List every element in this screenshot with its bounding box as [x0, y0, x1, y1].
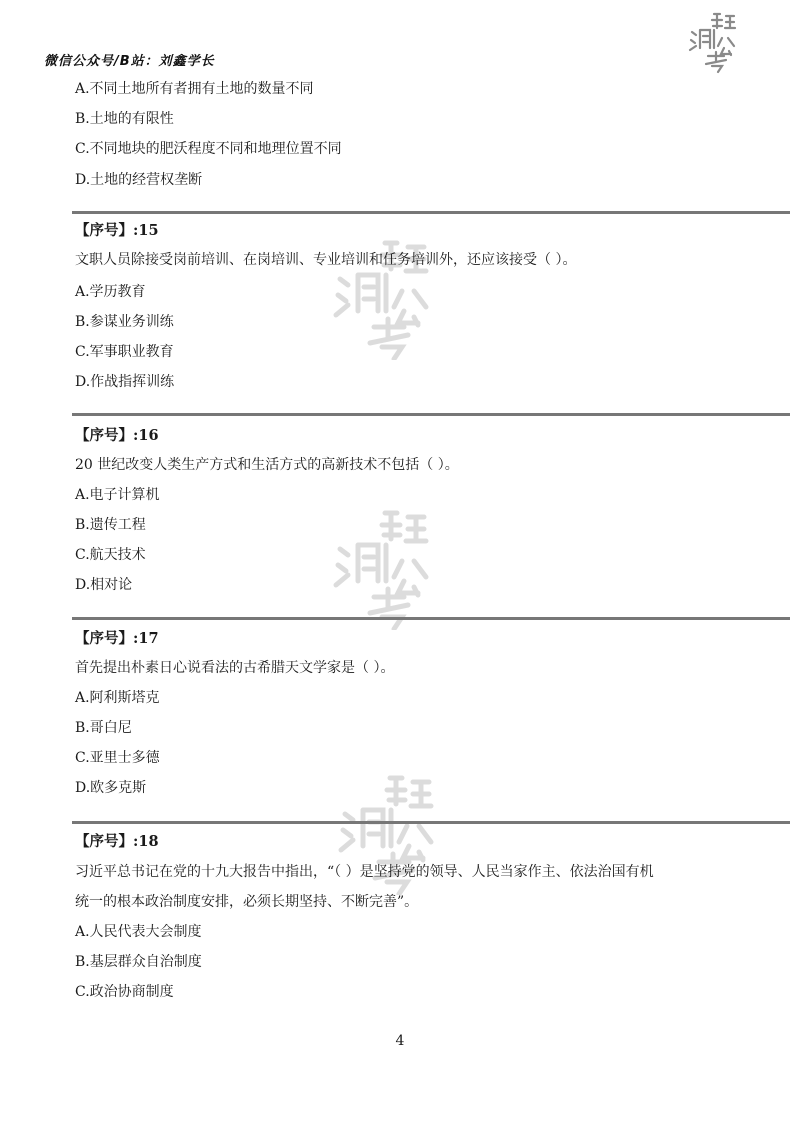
question-stem-line-2: 统一的根本政治制度安排，必须长期坚持、不断完善”。 — [75, 894, 419, 910]
option-c: C.亚里士多德 — [75, 750, 160, 766]
question-stem: 首先提出朴素日心说看法的古希腊天文学家是（ ）。 — [75, 660, 395, 676]
option-c: C.航天技术 — [75, 547, 146, 563]
option-d: D.欧多克斯 — [75, 780, 147, 796]
option-c: C.政治协商制度 — [75, 984, 174, 1000]
option-a: A.学历教育 — [75, 284, 146, 300]
question-number: 【序号】:15 — [75, 222, 159, 239]
option-a: A.人民代表大会制度 — [75, 924, 202, 940]
option-d: D.相对论 — [75, 577, 133, 593]
header-account-text: 微信公众号/B站：刘鑫学长 — [44, 54, 215, 69]
option-d: D.土地的经营权垄断 — [75, 172, 203, 188]
logo-stamp-icon — [684, 8, 746, 74]
option-a: A.不同土地所有者拥有土地的数量不同 — [75, 81, 314, 97]
option-b: B.遗传工程 — [75, 517, 146, 533]
option-c: C.不同地块的肥沃程度不同和地理位置不同 — [75, 141, 342, 157]
page-number: 4 — [395, 1033, 405, 1049]
section-divider — [72, 617, 790, 620]
option-c: C.军事职业教育 — [75, 344, 174, 360]
question-stem-line-1: 习近平总书记在党的十九大报告中指出，“（ ）是坚持党的领导、人民当家作主、依法治国有机 — [75, 864, 654, 880]
section-divider — [72, 413, 790, 416]
section-divider — [72, 211, 790, 214]
question-number: 【序号】:18 — [75, 833, 159, 850]
option-a: A.阿利斯塔克 — [75, 690, 160, 706]
section-divider — [72, 821, 790, 824]
option-b: B.参谋业务训练 — [75, 314, 174, 330]
watermark-logo-icon — [330, 505, 445, 630]
question-stem: 20 世纪改变人类生产方式和生活方式的高新技术不包括（ ）。 — [75, 457, 459, 473]
question-stem: 文职人员除接受岗前培训、在岗培训、专业培训和任务培训外，还应该接受（ ）。 — [75, 252, 577, 268]
question-number: 【序号】:17 — [75, 630, 159, 647]
option-b: B.哥白尼 — [75, 720, 132, 736]
option-d: D.作战指挥训练 — [75, 374, 175, 390]
option-a: A.电子计算机 — [75, 487, 160, 503]
question-number: 【序号】:16 — [75, 427, 159, 444]
option-b: B.土地的有限性 — [75, 111, 174, 127]
option-b: B.基层群众自治制度 — [75, 954, 202, 970]
